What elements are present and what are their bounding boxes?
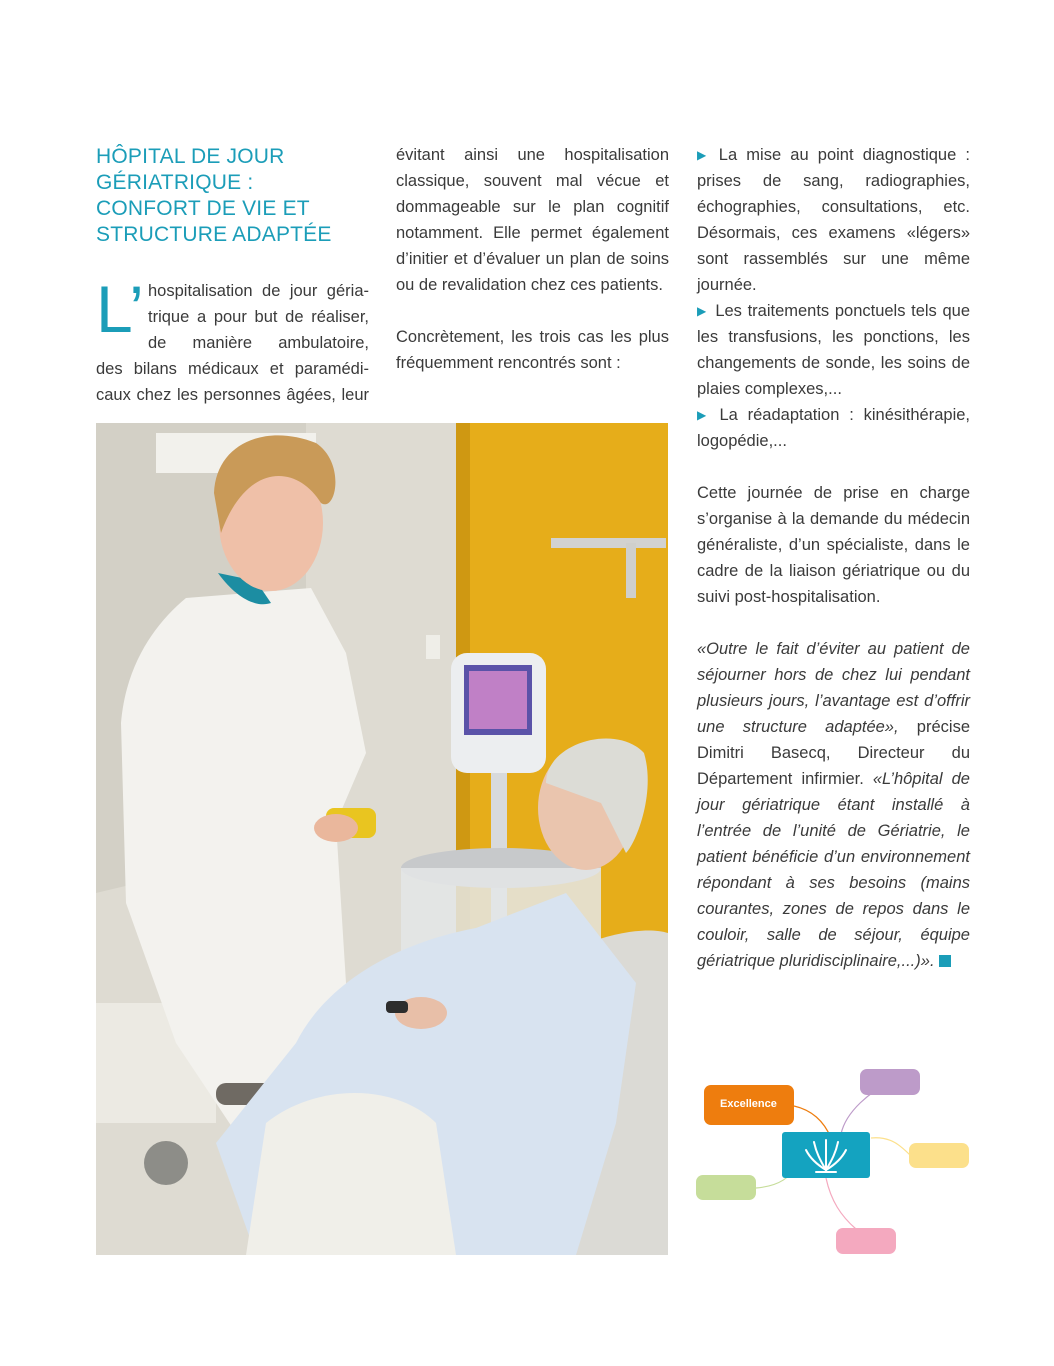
lead-line: trique a pour but de réaliser, <box>148 308 369 326</box>
quote-attribution: précise Dimitri Basecq, Directeur du Département infirmier. <box>697 718 970 788</box>
leaf-logo-icon <box>782 1132 870 1178</box>
pink-node <box>836 1228 896 1254</box>
excellence-label: Excellence <box>720 1098 777 1110</box>
bullet-item <box>697 298 970 402</box>
drop-cap: L’ <box>96 272 144 346</box>
bullet-text: Les traitements ponctuels tels que les transfusions, les ponctions, les changements de sonde, les soins de plaies complexes,... <box>697 302 970 398</box>
headline-line: GÉRIATRIQUE : <box>96 171 254 194</box>
column-2 <box>396 142 669 376</box>
headline-line: CONFORT DE VIE ET <box>96 197 310 220</box>
center-logo-node <box>782 1132 870 1178</box>
yellow-node <box>909 1143 969 1168</box>
triangle-bullet-icon: ▶ <box>697 304 708 318</box>
triangle-bullet-icon: ▶ <box>697 148 711 162</box>
triangle-bullet-icon: ▶ <box>697 408 712 422</box>
headline-line: STRUCTURE ADAPTÉE <box>96 223 332 246</box>
headline-line: HÔPITAL DE JOUR <box>96 145 285 168</box>
values-mind-map <box>696 1066 976 1261</box>
nurse-with-elderly-patient-photo <box>96 423 668 1255</box>
lead-line: des bilans médicaux et paramédi- <box>96 360 369 378</box>
end-mark-icon <box>939 955 951 967</box>
bullet-text: La mise au point diagnostique : prises de sang, radiographies, échographies, consultations, etc. Désormais, ces examens «légers» sont rassemblés sur une même journée. <box>697 146 971 294</box>
body-paragraph: Cette journée de prise en charge s’organise à la demande du médecin généraliste, d’un spécialiste, dans le cadre de la liaison gériatrique ou du suivi post-hospitalisation. <box>697 484 970 606</box>
article-headline <box>96 144 369 248</box>
quote-text: «Outre le fait d’éviter au patient de séjourner hors de chez lui pendant plusieurs jours, l’avantage est d’offrir une structure adaptée», <box>697 640 970 736</box>
column-3 <box>697 142 970 974</box>
purple-node <box>860 1069 920 1095</box>
quote-text: «L’hôpital de jour gériatrique étant installé à l’entrée de l’unité de Gériatrie, le patient bénéficie d’un environnement répondant à ses besoins (mains courantes, zones de repos dans le couloir, salle de séjour, équipe gériatrique pluridisciplinaire,...)». <box>697 770 970 970</box>
lead-paragraph <box>96 272 369 408</box>
lead-line: hospitalisation de jour géria- <box>148 282 369 300</box>
body-paragraph: évitant ainsi une hospitalisation classique, souvent mal vécue et dommageable sur le plan cognitif notamment. Elle permet également d’initier et d’évaluer un plan de soins ou de revalidation chez ces patients. <box>396 146 669 294</box>
quote-paragraph <box>697 636 970 974</box>
excellence-node <box>704 1085 794 1125</box>
bullet-item <box>697 402 970 454</box>
body-paragraph: Concrètement, les trois cas les plus fréquemment rencontrés sont : <box>396 328 669 372</box>
green-node <box>696 1175 756 1200</box>
column-1 <box>96 142 369 408</box>
lead-line: de manière ambulatoire, <box>148 334 369 352</box>
bullet-text: La réadaptation : kinésithérapie, logopédie,... <box>697 406 970 450</box>
photo-illustration <box>96 423 668 1255</box>
bullet-item <box>697 142 970 298</box>
lead-line: caux chez les personnes âgées, leur <box>96 386 369 404</box>
